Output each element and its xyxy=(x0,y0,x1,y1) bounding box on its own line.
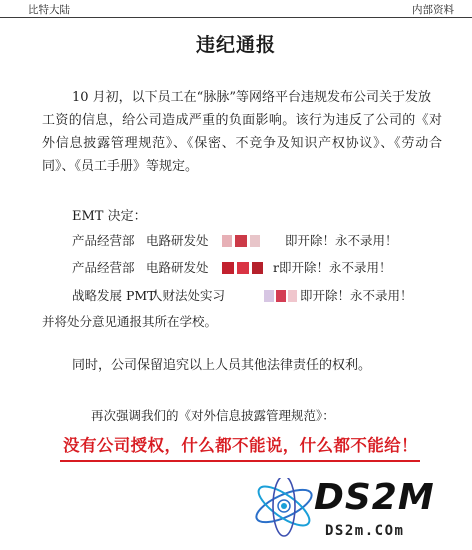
redaction-mosaic xyxy=(264,290,274,302)
redaction-mosaic xyxy=(235,235,247,247)
decision-action: 即开除！永不录用！ xyxy=(285,233,398,248)
decision-dept: 产品经营部 xyxy=(72,233,135,248)
company-name: 比特大陆 xyxy=(28,4,70,16)
decision-label: EMT 决定： xyxy=(72,209,147,224)
redaction-mosaic xyxy=(222,235,232,247)
redaction-mosaic xyxy=(288,290,297,302)
decision-action: 即开除！永不录用！ xyxy=(300,288,413,303)
decision-position: 电路研发处 xyxy=(146,260,209,275)
slogan-underline xyxy=(60,460,420,462)
paragraph-violation xyxy=(42,86,442,178)
decision-dept: 战略发展 PMT xyxy=(72,288,156,303)
slogan: 没有公司授权，什么都不能说，什么都不能给！ xyxy=(63,436,418,455)
paragraph-reminder: 再次强调我们的《对外信息披露管理规范》： xyxy=(91,408,335,423)
decision-position: 电路研发处 xyxy=(146,233,209,248)
paragraph-violation-line1: 10 月初，以下员工在“脉脉”等网络平台违规发布公司关于发放 xyxy=(72,90,431,105)
redaction-mosaic xyxy=(237,262,249,274)
redaction-mosaic xyxy=(276,290,286,302)
redaction-mosaic xyxy=(250,235,260,247)
paragraph-legal-rights: 同时，公司保留追究以上人员其他法律责任的权利。 xyxy=(72,358,372,373)
school-notice: 并将处分意见通报其所在学校。 xyxy=(42,314,218,329)
document-classification: 内部资料 xyxy=(412,4,454,16)
decision-position: 人财法处实习 xyxy=(150,288,226,303)
decision-dept: 产品经营部 xyxy=(72,260,135,275)
watermark-text: DS2M xyxy=(314,477,435,518)
watermark-url: DS2m.COm xyxy=(325,523,405,539)
paragraph-violation-rest: 工资的信息，给公司造成严重的负面影响。该行为违反了公司的《对外信息披露管理规范》、《保密、不竞争及知识产权协议》、《劳动合同》、《员工手册》等规定。 xyxy=(42,113,442,174)
document-title: 违纪通报 xyxy=(195,34,276,56)
redaction-mosaic xyxy=(222,262,234,274)
document-header xyxy=(0,0,472,18)
redaction-mosaic xyxy=(252,262,263,274)
decision-action: r即开除！永不录用！ xyxy=(273,260,392,275)
